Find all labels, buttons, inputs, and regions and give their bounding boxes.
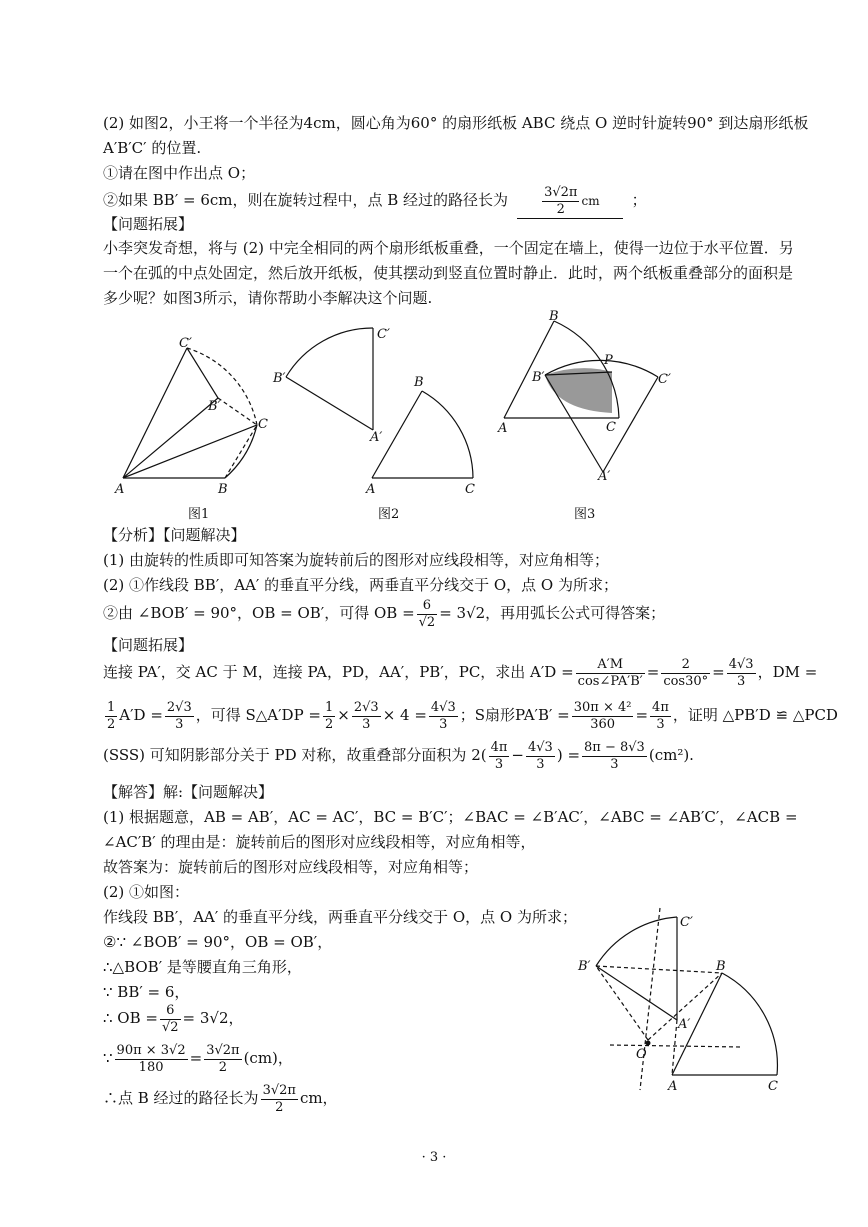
solution-s8: ∵ BB′ = 6， [103, 983, 190, 1001]
fig1-label-A: A [115, 482, 125, 497]
fig2-label-B: B [414, 375, 424, 390]
solution-s6: ②∵ ∠BOB′ = 90°，OB = OB′， [103, 933, 333, 951]
page-number: · 3 · [421, 1150, 447, 1165]
fig1-caption: 图1 [188, 507, 210, 522]
q2-sub1: ①请在图中作出点 O； [103, 164, 256, 182]
q2-line1: (2) 如图2，小王将一个半径为4cm，圆心角为60° 的扇形纸板 ABC 绕点 O 逆时针旋转90° 到达扇形纸板 [103, 114, 809, 132]
solution-s2: ∠AC′B′ 的理由是：旋转前后的图形对应线段相等，对应角相等， [103, 833, 536, 851]
fig3-caption: 图3 [574, 507, 596, 522]
solution-heading: 【解答】解:【问题解决】 [103, 783, 274, 801]
fig4-label-O: O [636, 1047, 647, 1062]
q2-sub2-end: ； [631, 191, 647, 209]
point-O [646, 1041, 651, 1046]
fig4-label-A: A [668, 1079, 678, 1094]
figure-4 [560, 900, 820, 1100]
fig4-label-B: B [716, 959, 726, 974]
figures-row [100, 300, 800, 530]
fig2-label-C: C [465, 482, 475, 497]
fig2-label-C1: C′ [377, 327, 390, 342]
solution-s9: ∴ OB = $\frac{6}{√2}$ = 3√2， [103, 1002, 244, 1035]
q2-line2: A′B′C′ 的位置. [103, 139, 202, 157]
fig1-label-C1: C′ [179, 336, 192, 351]
solution-s1: (1) 根据题意，AB = AB′，AC = AC′，BC = B′C′；∠BAC = ∠B′AC′，∠ABC = ∠AB′C′，∠ACB = [103, 808, 798, 826]
fig3-label-A1: A′ [598, 469, 611, 484]
fig3-label-A: A [498, 421, 508, 436]
fig2-label-A: A [366, 482, 376, 497]
analysis-e3: (SSS) 可知阴影部分关于 PD 对称，故重叠部分面积为 2( $\frac{4\pi}{3}$ − $\frac{4√3}{3}$ ) = $\frac{8\pi - 8√3}{3}$ (cm²). [103, 739, 694, 772]
analysis-l2: (2) ①作线段 BB′，AA′ 的垂直平分线，两垂直平分线交于 O，点 O 为所求； [103, 576, 618, 594]
analysis-e2: $\frac{1}{2}$ A′D = $\frac{2√3}{3}$ ，可得 S△A′DP = $\frac{1}{2}$ × $\frac{2√3}{3}$ × 4 = $\frac{4√3}{3}$ ；S扇形PA′B′ = $\frac{\text{30π × 4²}}{360}$ = $\frac{4\pi}{3}$ ，证明 △PB′D ≌ △PCD [107, 699, 838, 732]
analysis-l1: (1) 由旋转的性质即可知答案为旋转前后的图形对应线段相等，对应角相等； [103, 551, 610, 569]
solution-s3: 故答案为：旋转前后的图形对应线段相等，对应角相等； [103, 858, 479, 876]
analysis-ext-heading: 【问题拓展】 [103, 636, 194, 654]
extension-p2: 一个在弧的中点处固定，然后放开纸板，使其摆动到竖直位置时静止．此时，两个纸板重叠部分的面积是 [103, 264, 794, 282]
extension-p1: 小李突发奇想，将与 (2) 中完全相同的两个扇形纸板重叠，一个固定在墙上，使得一边位于水平位置．另 [103, 239, 794, 257]
fig4-label-C1: C′ [680, 915, 693, 930]
fig1-label-C: C [258, 417, 268, 432]
fig1-label-B: B [218, 482, 228, 497]
extension-p3: 多少呢？如图3所示，请你帮助小李解决这个问题. [103, 289, 433, 307]
extension-heading: 【问题拓展】 [103, 215, 194, 233]
fig4-label-C: C [768, 1079, 778, 1094]
solution-s5: 作线段 BB′，AA′ 的垂直平分线，两垂直平分线交于 O，点 O 为所求； [103, 908, 577, 926]
fig3-label-C1: C′ [658, 372, 671, 387]
fig3-label-B: B [549, 309, 559, 324]
figure-1 [123, 348, 257, 478]
fig4-label-A1: A′ [678, 1017, 691, 1032]
fig1-label-B1: B′ [208, 399, 221, 414]
answer-blank: $\frac{3√2\pi}{2}$ cm [517, 185, 623, 219]
solution-s7: ∴△BOB′ 是等腰直角三角形， [103, 958, 302, 976]
analysis-l3: ②由 ∠BOB′ = 90°，OB = OB′，可得 OB = $\frac{6}{√2}$ = 3√2，再用弧长公式可得答案； [103, 597, 666, 630]
fig2-label-B1: B′ [273, 371, 286, 386]
fig3-label-B1: B′ [532, 370, 545, 385]
solution-s11: ∴点 B 经过的路径长为 $\frac{3√2\pi}{2}$ cm， [103, 1082, 338, 1115]
analysis-e1: 连接 PA′，交 AC 于 M，连接 PA，PD，AA′，PB′，PC，求出 A′D = $\frac{A'M}{\cos\angle PA'B'}$ = $\frac{2}{\cos 30^\circ}$ = $\frac{4√3}{3}$ ，DM = [103, 656, 818, 689]
solution-s4: (2) ①如图： [103, 883, 190, 901]
q2-sub2-text: ②如果 BB′ = 6cm，则在旋转过程中，点 B 经过的路径长为 [103, 191, 509, 209]
fig3-label-C: C [606, 420, 616, 435]
fig2-caption: 图2 [378, 507, 400, 522]
figure-2 [286, 328, 473, 478]
fig3-label-P: P [604, 353, 613, 368]
analysis-heading: 【分析】【问题解决】 [103, 526, 246, 544]
figure-3 [504, 321, 658, 472]
fig4-label-B1: B′ [578, 959, 591, 974]
solution-s10: ∵ $\frac{90\pi \times 3√2}{180}$ = $\frac{3√2\pi}{2}$ (cm)， [103, 1042, 293, 1075]
fig2-label-A1: A′ [370, 430, 383, 445]
